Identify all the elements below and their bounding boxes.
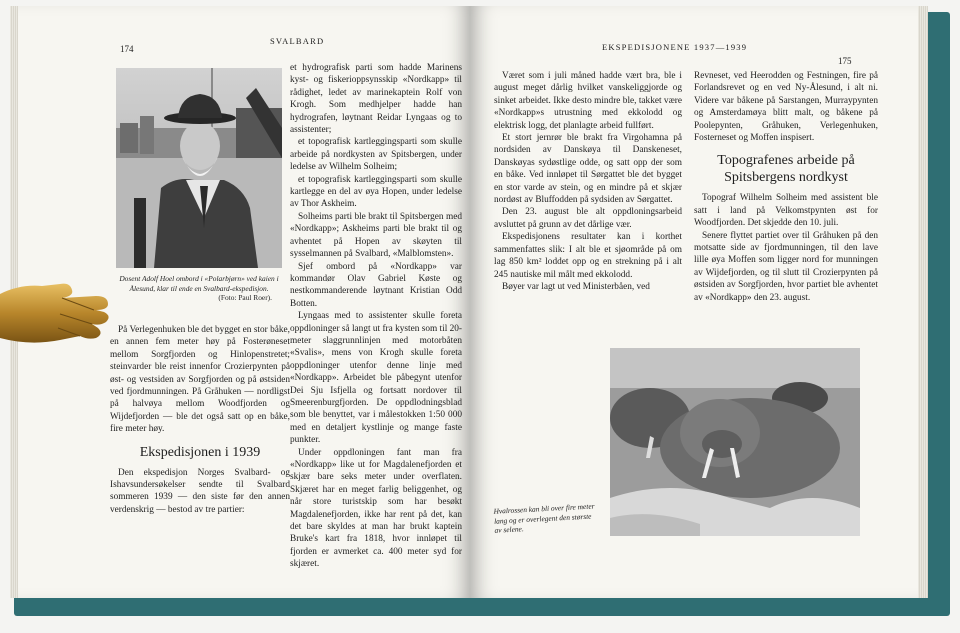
photo-adolf-hoel (116, 68, 282, 268)
paragraph: Topograf Wilhelm Solheim med assistent ble satt i land på Velkomstpynten øst for Woodfjorden. Det skjedde den 10. juli. (694, 193, 878, 229)
right-page-right-column (694, 70, 878, 304)
left-page-left-column (110, 324, 290, 516)
paragraph: Været som i juli måned hadde vært bra, ble i august meget dårlig hvilket vanskeliggjorde og sinket arbeidet. Ikke desto mindre ble, takket være «Nordkapp»s utrustning med ekkolodd og elektrisk logg, det planlagte arbeid fullført. (494, 71, 682, 131)
page-number-left: 174 (120, 44, 134, 54)
hand-holder-icon (0, 274, 112, 348)
page-edges-right (918, 6, 928, 598)
running-head-left: SVALBARD (270, 36, 325, 46)
paragraph: et hydrografisk parti som hadde Marinens kyst- og fiskerioppsynsskip «Nordkapp» til rådighet, ledet av marinekaptein Rolf von Krogh. Som medhjelper hadde han hydrografen, løytnant Reidar Lyngaas og to assistenter; (290, 63, 462, 136)
paragraph: Den 23. august ble alt oppdloningsarbeid avsluttet på grunn av det dårlige vær. (494, 207, 682, 230)
paragraph: Et stort jernrør ble brakt fra Virgohamna på nordsiden av Danskøya til Danskeneset, Danskøyas sydøstlige odde, og satt opp der som en båke. Ved innløpet til Sørgattet ble det bygget en stor varde av stein, og en mindre på et skjær nordøst av Bluffodden på sydsiden av Sørgattet. (494, 133, 682, 206)
paragraph: Ekspedisjonens resultater kan i korthet sammenfattes slik: I alt ble et sjøområde på om lag 850 km² loddet opp og en strekning på i alt 245 nautiske mil målt med ekkolodd. (494, 232, 682, 280)
paragraph: Senere flyttet partiet over til Gråhuken på den motsatte side av fjordmunningen, til den lave lille øya Moffen som ligger nord for munningen av Wijdefjorden, og til slutt til Crozierpynten på østsiden av Sorgfjorden, hvor partiet ble avhentet av «Nordkapp» den 23. august. (694, 230, 878, 303)
paragraph: Solheims parti ble brakt til Spitsbergen med «Nordkapp»; Askheims parti ble brakt til og avhentet på Hopen av skøyten til sysselmannen på Svalbard, «Malblomsten». (290, 211, 462, 260)
photo-walrus (610, 348, 860, 536)
paragraph: Den ekspedisjon Norges Svalbard- og Ishavsundersøkelser sendte til Svalbard sommeren 1939 — den siste før den annen verdenskrig — bestod av tre partier: (110, 467, 290, 515)
right-page (470, 6, 918, 598)
paragraph: Bøyer var lagt ut ved Ministerbåen, ved (502, 281, 650, 292)
section-heading-topographers: Topografenes arbeide på Spitsbergens nordkyst (717, 153, 855, 186)
photo-caption-right: Hvalrossen kan bli over fire meter lang og er overlegent den største av selene. (493, 501, 595, 535)
paragraph: et topografisk kartleggingsparti som skulle kartlegge en del av øya Hopen, under ledelse av Thor Askheim. (290, 174, 462, 210)
left-page-right-column (290, 62, 462, 571)
running-head-right: EKSPEDISJONENE 1937—1939 (602, 42, 748, 52)
paragraph: På Verlegenhuken ble det bygget en stor båke, en annen fem meter høy på Fosterøneset mellom Sorgfjorden og Hinlopenstretet; steinvarder ble reist innenfor Crozierpynten på øst- og vestsiden av Sorgfjorden og på østsiden ved fjordmunningen. På Gråhuken — nordligst på halvøya mellom Woodfjorden og Wijdefjorden — ble det også satt op en båke, fire meter høy. (110, 325, 290, 435)
right-page-left-column (494, 70, 682, 293)
photo-caption-left-text: Dosent Adolf Hoel ombord i «Polarbjørn» ved kaien i Ålesund, klar til ende en Svalbard-ekspedisjon. (119, 274, 279, 293)
paragraph: Revneset, ved Heerodden og Festningen, fire på Forlandsrevet og en ved Ny-Ålesund, i alt ni. Videre var båkene på Sarstangen, Murraypynten og Amsterdamøya blitt malt, og båkene på Poolepynten, Gråhuken, Verlegenhuken, Fosterneset og Moffen inspisert. (694, 71, 878, 144)
paragraph: Sjef ombord på «Nordkapp» var kommandør Olav Gabriel Køste og nestkommanderende løytnant Kristian Odd Botten. (290, 261, 462, 309)
paragraph: Lyngaas med to assistenter skulle foreta oppdloninger så langt ut fra kysten som til 20-meter slaggrunnlinjen med motorbåten «Svalis», mens von Krogh skulle foreta oppdloninger utenfor denne linje med «Nordkapp». Arbeidet ble påbegynt utenfor Dei Sju Isfjella og fortsatt nordover til Smeerenburgfjorden. De oppdlodningsblad som ble benyttet, var i målestokken 1:50 000 med en detaljert kystlinje og mange faste punkter. (290, 311, 462, 446)
paragraph: Under oppdloningen fant man fra «Nordkapp» like ut for Magdalenefjorden et skjær bare seks meter under overflaten. Skjæret har en meget farlig beliggenhet, og når store turistskip som har besøkt Magdalenefjorden, ikke har rent på det, kan det bare skyldes at man har brukt kaptein Bruke's kart fra 1818, hvor innløpet til fjorden er avmerket ca. 400 meter syd for skjæret. (290, 447, 462, 570)
photo-credit: (Foto: Paul Roer). (218, 293, 272, 302)
page-number-right: 175 (838, 56, 852, 66)
paragraph: et topografisk kartleggingsparti som skulle arbeide på nordkysten av Spitsbergen, under ledelse av Wilhelm Solheim; (290, 137, 462, 173)
section-heading-1939: Ekspedisjonen i 1939 (139, 444, 261, 460)
photo-caption-left (106, 274, 292, 303)
